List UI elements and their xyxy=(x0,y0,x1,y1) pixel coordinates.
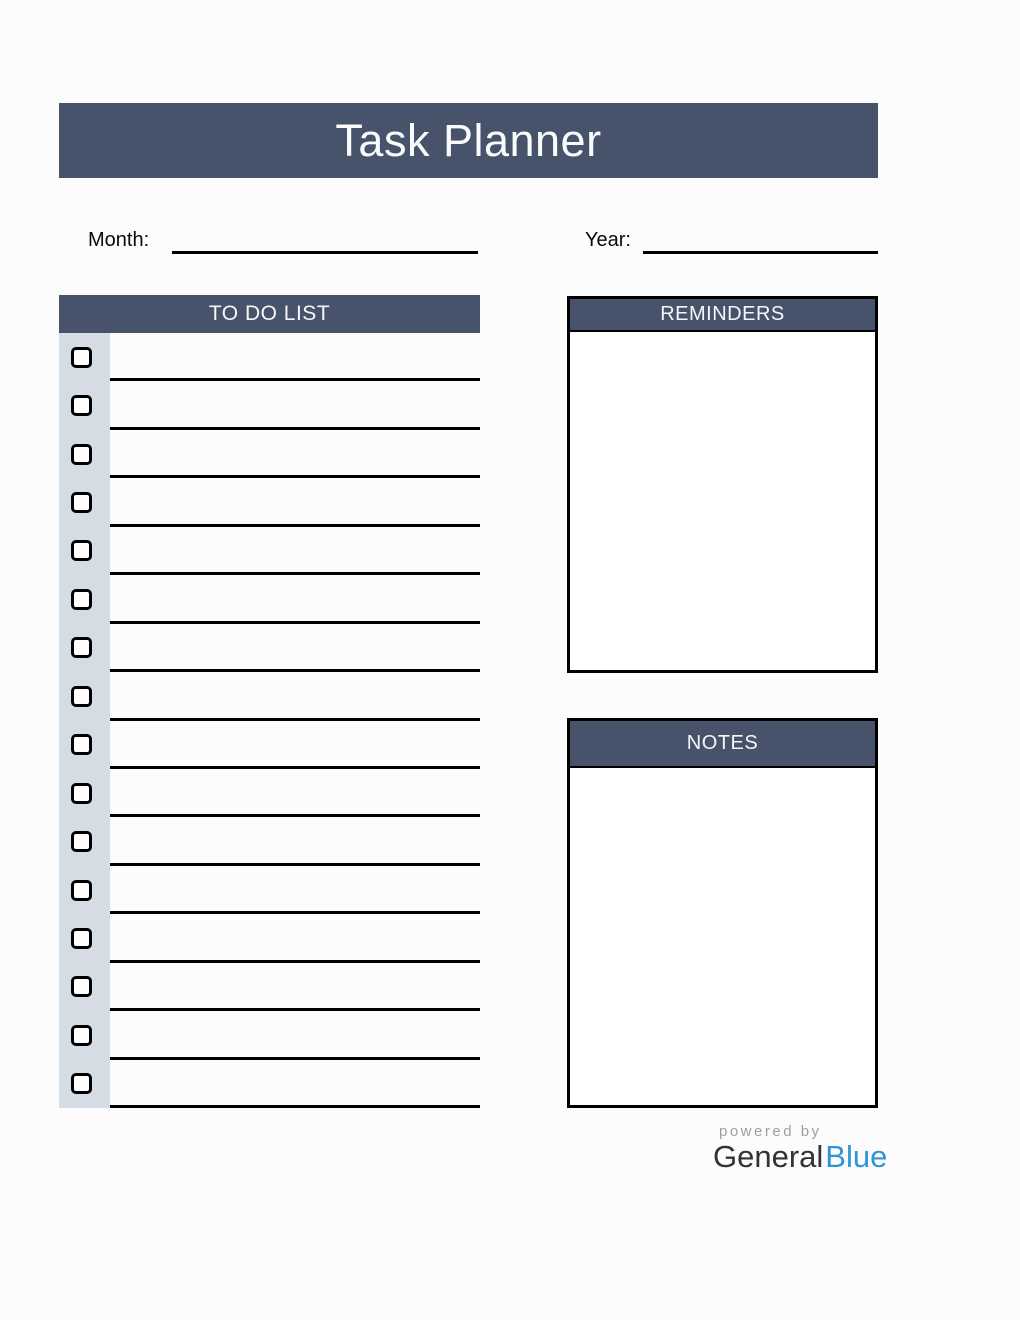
todo-row xyxy=(59,430,480,478)
todo-row xyxy=(59,333,480,381)
todo-row xyxy=(59,769,480,817)
todo-item-line[interactable] xyxy=(110,914,480,962)
todo-row xyxy=(59,575,480,623)
checkbox-cell xyxy=(59,914,110,962)
checkbox-cell xyxy=(59,672,110,720)
todo-item-line[interactable] xyxy=(110,1011,480,1059)
todo-checkbox[interactable] xyxy=(71,347,92,368)
todo-item-line[interactable] xyxy=(110,963,480,1011)
todo-checkbox[interactable] xyxy=(71,637,92,658)
todo-item-line[interactable] xyxy=(110,672,480,720)
todo-item-line[interactable] xyxy=(110,527,480,575)
todo-item-line[interactable] xyxy=(110,866,480,914)
page-title: Task Planner xyxy=(335,115,602,166)
todo-row xyxy=(59,381,480,429)
todo-row xyxy=(59,817,480,865)
todo-checkbox[interactable] xyxy=(71,1025,92,1046)
todo-item-line[interactable] xyxy=(110,575,480,623)
todo-item-line[interactable] xyxy=(110,478,480,526)
todo-list-header-label: TO DO LIST xyxy=(208,302,331,325)
todo-checkbox[interactable] xyxy=(71,734,92,755)
checkbox-cell xyxy=(59,817,110,865)
todo-checkbox[interactable] xyxy=(71,880,92,901)
notes-section xyxy=(567,718,878,1108)
todo-checkbox[interactable] xyxy=(71,492,92,513)
todo-row xyxy=(59,1011,480,1059)
checkbox-cell xyxy=(59,333,110,381)
todo-checkbox[interactable] xyxy=(71,686,92,707)
powered-by-text: powered by xyxy=(719,1123,822,1140)
generalblue-logo xyxy=(713,1139,887,1175)
todo-item-line[interactable] xyxy=(110,333,480,381)
checkbox-cell xyxy=(59,866,110,914)
checkbox-cell xyxy=(59,527,110,575)
year-input[interactable] xyxy=(643,251,878,254)
notes-header: NOTES xyxy=(570,721,875,768)
checkbox-cell xyxy=(59,721,110,769)
todo-row xyxy=(59,914,480,962)
checkbox-cell xyxy=(59,1060,110,1108)
todo-item-line[interactable] xyxy=(110,769,480,817)
todo-checkbox[interactable] xyxy=(71,783,92,804)
todo-item-line[interactable] xyxy=(110,624,480,672)
reminders-header: REMINDERS xyxy=(570,299,875,332)
todo-item-line[interactable] xyxy=(110,430,480,478)
todo-checkbox[interactable] xyxy=(71,1073,92,1094)
brand-general-text: General xyxy=(713,1139,824,1174)
todo-row xyxy=(59,721,480,769)
todo-rows xyxy=(59,333,480,1108)
checkbox-cell xyxy=(59,963,110,1011)
checkbox-cell xyxy=(59,430,110,478)
todo-row xyxy=(59,1060,480,1108)
checkbox-cell xyxy=(59,381,110,429)
month-input[interactable] xyxy=(172,251,478,254)
title-bar xyxy=(59,103,878,178)
notes-body[interactable] xyxy=(570,768,875,1105)
checkbox-cell xyxy=(59,624,110,672)
todo-row xyxy=(59,963,480,1011)
todo-checkbox[interactable] xyxy=(71,395,92,416)
reminders-body[interactable] xyxy=(570,332,875,670)
todo-checkbox[interactable] xyxy=(71,444,92,465)
todo-row xyxy=(59,672,480,720)
todo-checkbox[interactable] xyxy=(71,928,92,949)
todo-list-header xyxy=(59,295,480,333)
checkbox-cell xyxy=(59,575,110,623)
checkbox-cell xyxy=(59,769,110,817)
todo-row xyxy=(59,866,480,914)
todo-row xyxy=(59,478,480,526)
todo-checkbox[interactable] xyxy=(71,540,92,561)
todo-checkbox[interactable] xyxy=(71,976,92,997)
todo-item-line[interactable] xyxy=(110,817,480,865)
todo-row xyxy=(59,527,480,575)
checkbox-cell xyxy=(59,1011,110,1059)
month-label: Month: xyxy=(88,229,150,251)
todo-item-line[interactable] xyxy=(110,381,480,429)
year-label: Year: xyxy=(585,229,631,251)
todo-row xyxy=(59,624,480,672)
todo-checkbox[interactable] xyxy=(71,831,92,852)
brand-blue-text: Blue xyxy=(825,1139,888,1174)
checkbox-cell xyxy=(59,478,110,526)
reminders-section xyxy=(567,296,878,673)
todo-checkbox[interactable] xyxy=(71,589,92,610)
todo-item-line[interactable] xyxy=(110,721,480,769)
todo-item-line[interactable] xyxy=(110,1060,480,1108)
